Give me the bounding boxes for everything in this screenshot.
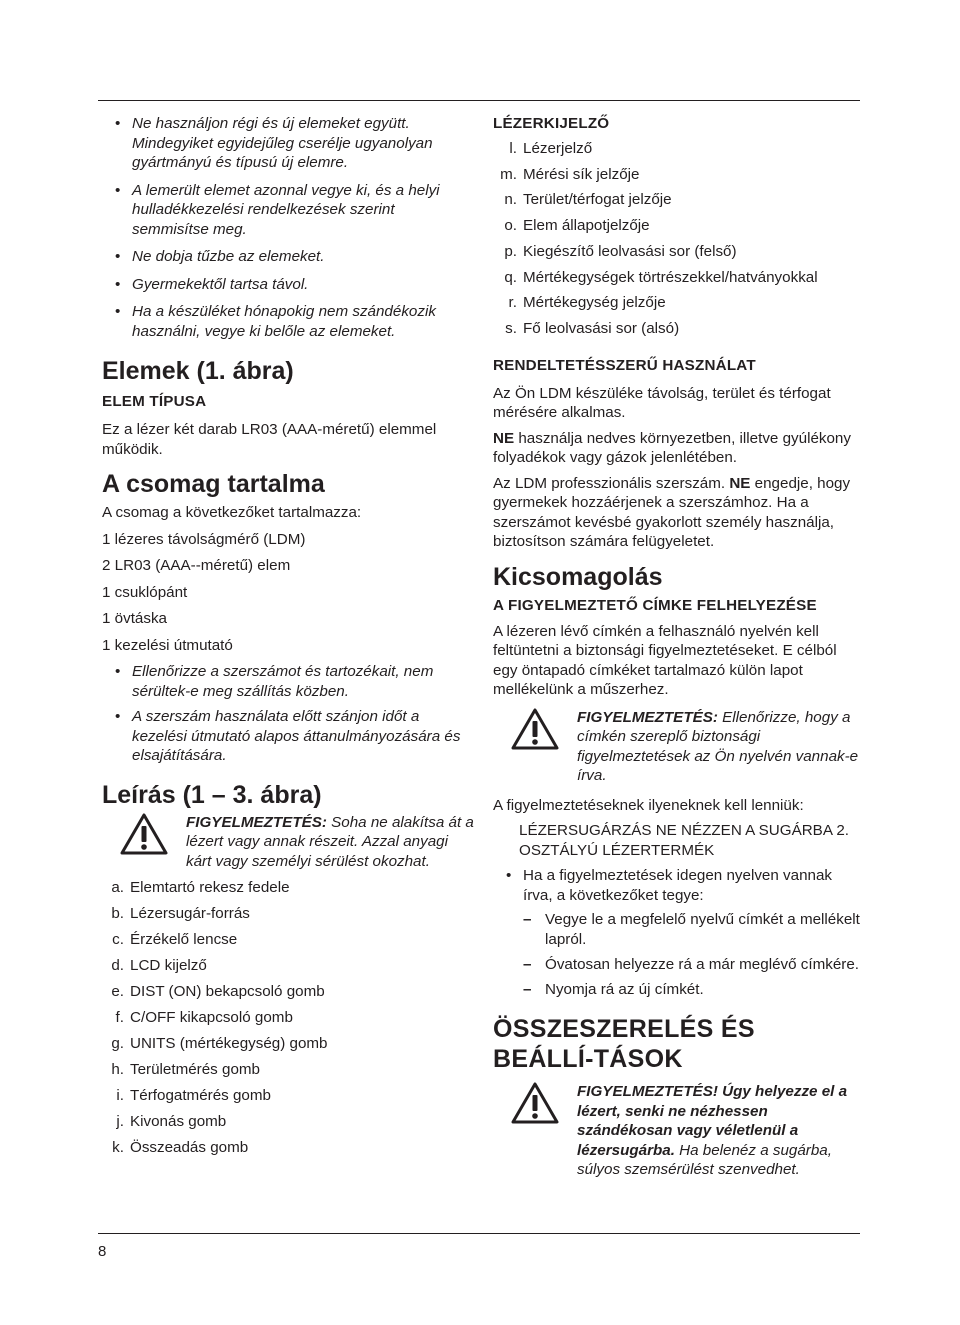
warning-box-label <box>493 708 863 786</box>
warning-triangle-icon <box>493 1082 577 1124</box>
list-item <box>493 239 863 265</box>
section-title-csomag: A csomag tartalma <box>102 470 325 498</box>
list-item <box>102 1083 474 1109</box>
warning-box <box>102 813 474 872</box>
list-item <box>493 187 863 213</box>
list-item <box>102 953 474 979</box>
subsection-title-rendelt: RENDELTETÉSSZERŰ HASZNÁLAT <box>493 356 756 374</box>
item-key: h. <box>111 1061 124 1078</box>
list-item <box>102 1109 474 1135</box>
list-item: • A szerszám használata előtt szánjon időt a kezelési útmutató alapos áttanulmányozására és elsajátítására. <box>102 707 474 766</box>
list-item: – Óvatosan helyezze rá a már meglévő címkére. <box>493 955 863 975</box>
subsection-title-elem-tipusa: ELEM TÍPUSA <box>102 393 207 410</box>
item-key: n. <box>504 191 517 209</box>
bottom-rule <box>98 1233 860 1234</box>
item-label: Elem állapotjelzője <box>523 217 650 235</box>
list-item: 1 csuklópánt <box>102 583 188 601</box>
list-item <box>102 1135 474 1161</box>
item-key: p. <box>504 242 517 260</box>
list-item: 1 kezelési útmutató <box>102 636 233 654</box>
emphasis-ne: NE <box>493 429 515 447</box>
list-item: • A lemerült elemet azonnal vegye ki, és a helyi hulladékkezelési rendelkezések szerint semmisítse meg. <box>102 181 474 240</box>
warning-text <box>577 1082 863 1180</box>
subsection-title-cimke: A FIGYELMEZTETŐ CÍMKE FELHELYEZÉSE <box>493 596 817 614</box>
item-key: i. <box>116 1087 124 1104</box>
package-contents-list <box>102 530 474 656</box>
list-item <box>493 136 863 162</box>
list-item: – Vegye le a megfelelő nyelvű címkét a mellékelt lapról. <box>493 910 863 950</box>
intended-use-children <box>493 474 863 552</box>
list-item: • Ha a figyelmeztetések idegen nyelven vannak írva, a következőket tegye: <box>493 866 863 905</box>
item-key: q. <box>504 268 517 286</box>
section-title-kicsomagolas: Kicsomagolás <box>493 562 663 591</box>
intended-use-warning <box>493 429 863 468</box>
elem-tipusa-text: Ez a lézer két darab LR03 (AAA-méretű) elemmel működik. <box>102 421 437 458</box>
list-item: • Ne használjon régi és új elemeket együtt. Mindegyiket egyidejűleg cserélje ugyanolyan gyártmányú és típusú új elemre. <box>102 114 474 173</box>
item-label: Érzékelő lencse <box>130 931 238 948</box>
item-label: UNITS (mértékegység) gomb <box>130 1035 328 1052</box>
list-item <box>493 213 863 239</box>
label-requirement: A figyelmeztetéseknek ilyeneknek kell lenniük: <box>493 796 804 814</box>
list-item <box>102 1031 474 1057</box>
list-item <box>493 290 863 316</box>
list-item: • Ellenőrizze a szerszámot és tartozékait, nem sérültek-e meg szállítás közben. <box>102 662 474 701</box>
item-key: a. <box>111 879 124 896</box>
item-label: Lézersugár-forrás <box>130 905 250 922</box>
emphasis-ne: NE <box>729 474 751 492</box>
item-label: Mértékegységek törtrészekkel/hatványokkal <box>523 268 818 286</box>
item-key: c. <box>112 931 124 948</box>
list-item: • Ne dobja tűzbe az elemeket. <box>102 247 474 267</box>
item-key: g. <box>111 1035 124 1052</box>
item-key: m. <box>500 165 517 183</box>
item-label: Mértékegység jelzője <box>523 294 666 312</box>
list-item <box>102 875 474 901</box>
csomag-intro: A csomag a következőket tartalmazza: <box>102 504 362 521</box>
package-check-list <box>102 662 474 766</box>
label-steps-list <box>493 910 863 1000</box>
list-item: – Nyomja rá az új címkét. <box>493 980 863 1000</box>
item-label: Összeadás gomb <box>130 1139 249 1156</box>
subsection-title-lezerkijelzo: LÉZERKIJELZŐ <box>493 115 610 132</box>
item-label: Területmérés gomb <box>130 1061 260 1078</box>
section-title-elemek: Elemek (1. ábra) <box>102 357 294 385</box>
right-column <box>493 114 863 1180</box>
item-key: k. <box>112 1139 124 1156</box>
warning-box-laser <box>493 1082 863 1180</box>
list-item <box>102 901 474 927</box>
item-label: Fő leolvasási sor (alsó) <box>523 319 680 337</box>
list-item <box>102 1057 474 1083</box>
item-key: b. <box>111 905 124 922</box>
list-item: 1 lézeres távolságmérő (LDM) <box>102 530 306 548</box>
warning-label: FIGYELMEZTETÉS: <box>186 813 327 831</box>
list-item <box>493 316 863 342</box>
warning-text <box>577 708 863 786</box>
item-key: j. <box>116 1113 124 1130</box>
text-span: Az LDM professzionális szerszám. <box>493 474 730 492</box>
parts-list <box>102 875 474 1161</box>
item-key: o. <box>504 217 517 235</box>
list-item <box>102 979 474 1005</box>
warning-body: Ellenőrizze, hogy a címkén szereplő biztonsági figyelmeztetések az Ön nyelvén vannak-e írva. <box>577 708 859 785</box>
text-span: engedje, hogy gyermekek hozzáérjenek a szerszámhoz. Ha a szerszámot kevésbé gyakorlott személy használja, biztosítson számára felügyeletet. <box>493 474 851 551</box>
item-label: Lézerjelző <box>523 140 593 157</box>
list-item <box>493 162 863 188</box>
left-column <box>102 114 474 1161</box>
list-item <box>493 265 863 291</box>
list-item: 2 LR03 (AAA--méretű) elem <box>102 557 291 574</box>
warning-text <box>186 813 474 872</box>
item-label: DIST (ON) bekapcsoló gomb <box>130 983 325 1000</box>
item-key: l. <box>509 140 517 157</box>
page-number: 8 <box>98 1243 107 1260</box>
warning-body: Ha belenéz a sugárba, súlyos szemsérülést szenvedhet. <box>577 1141 832 1179</box>
text-span: használja nedves környezetben, illetve gyúlékony folyadékok vagy gázok jelenlétében. <box>493 429 851 467</box>
warning-body: Soha ne alakítsa át a lézert vagy annak részeit. Azzal anyagi kárt vagy személyi sérülést okozhat. <box>186 813 474 870</box>
warning-label: FIGYELMEZTETÉS: <box>577 708 718 726</box>
top-rule <box>98 100 860 101</box>
list-item: • Ha a készüléket hónapokig nem szándékozik használni, vegye ki belőle az elemeket. <box>102 302 474 341</box>
item-label: Térfogatmérés gomb <box>130 1087 271 1104</box>
list-item: • Gyermekektől tartsa távol. <box>102 275 474 295</box>
list-item <box>102 927 474 953</box>
item-label: Kivonás gomb <box>130 1113 227 1130</box>
item-label: Mérési sík jelzője <box>523 165 640 183</box>
warning-triangle-icon <box>493 708 577 750</box>
item-key: f. <box>115 1009 124 1026</box>
item-label: C/OFF kikapcsoló gomb <box>130 1009 293 1026</box>
item-label: Terület/térfogat jelzője <box>523 191 672 209</box>
list-item <box>102 1005 474 1031</box>
item-key: r. <box>508 294 517 312</box>
item-key: d. <box>111 957 124 974</box>
section-title-leiras: Leírás (1 – 3. ábra) <box>102 780 322 809</box>
label-caps-text: LÉZERSUGÁRZÁS NE NÉZZEN A SUGÁRBA 2. OSZTÁLYÚ LÉZERTERMÉK <box>519 822 849 859</box>
warning-triangle-icon <box>102 813 186 855</box>
label-instructions: A lézeren lévő címkén a felhasználó nyelvén kell feltüntetni a biztonsági figyelmeztetéseket. E célból egy öntapadó címkéket tartalmazó külön lapot mellékelünk a műszerhez. <box>493 622 837 699</box>
item-key: e. <box>111 983 124 1000</box>
item-key: s. <box>505 319 517 337</box>
display-items-list <box>493 136 863 342</box>
item-label: Elemtartó rekesz fedele <box>130 879 290 896</box>
item-label: LCD kijelző <box>130 957 207 974</box>
item-label: Kiegészítő leolvasási sor (felső) <box>523 242 737 260</box>
list-item: 1 övtáska <box>102 610 168 627</box>
intended-use-text: Az Ön LDM készüléke távolság, terület és térfogat mérésére alkalmas. <box>493 384 831 422</box>
warning-label: FIGYELMEZTETÉS! Úgy helyezze el a lézert, senki ne nézhessen szándékosan vagy véletlenül a lézersugárba. <box>577 1083 848 1159</box>
battery-safety-list <box>102 114 474 341</box>
section-title-osszeszereles: ÖSSZESZERELÉS ÉS BEÁLLÍ-TÁSOK <box>493 1015 755 1074</box>
